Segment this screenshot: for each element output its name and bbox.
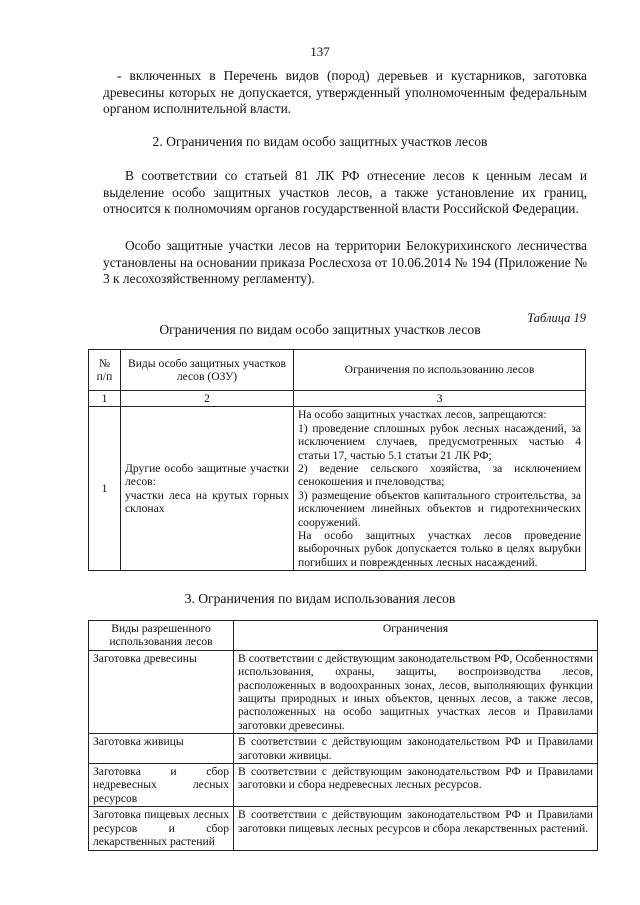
- column-number: 1: [89, 391, 121, 407]
- usage-kind: Заготовка пищевых лесных ресурсов и сбор лекарственных растений: [89, 807, 234, 850]
- header-cell: Виды разрешенного использования лесов: [89, 621, 234, 651]
- restriction-line: 2) ведение сельского хозяйства, за исключением сенокошения и пчеловодства;: [298, 462, 581, 489]
- usage-table: [88, 620, 598, 851]
- header-cell: № п/п: [89, 350, 121, 391]
- header-cell: Виды особо защитных участков лесов (ОЗУ): [121, 350, 294, 391]
- table-row: [89, 407, 586, 571]
- restriction-line: На особо защитных участках лесов, запрещаются:: [298, 408, 547, 422]
- usage-kind: Заготовка живицы: [89, 734, 234, 764]
- usage-kind: Заготовка и сбор недревесных лесных ресурсов: [89, 764, 234, 807]
- row-number: 1: [89, 407, 121, 571]
- table-row: [89, 807, 598, 850]
- restriction-line: 1) проведение сплошных рубок лесных насаждений, за исключением случаев, предусмотренных частью 4 статьи 17, частью 5.1 статьи 21 ЛК РФ;: [298, 421, 581, 462]
- table-header-row: [89, 350, 586, 391]
- usage-restriction: В соответствии с действующим законодательством РФ, Особенностями использования, охраны, защиты, воспроизводства лесов, расположенных в водоохранных зонах, лесов, выполняющих функции защиты природных и иных объектов, ценных лесов, а также лесов, расположенных на особо защитных участках лесов и Правилами заготовки древесины.: [234, 650, 598, 733]
- table-row: [89, 764, 598, 807]
- header-cell: Ограничения по использованию лесов: [294, 350, 586, 391]
- ozu-type: Другие особо защитные участки лесов:: [125, 462, 289, 489]
- section2-paragraph-1: В соответствии со статьей 81 ЛК РФ отнесение лесов к ценным лесам и выделение особо защитных участков лесов, а также установление их границ, относится к полномочиям органов государственной власти Российской Федерации.: [103, 168, 587, 216]
- section2-paragraph-2: Особо защитные участки лесов на территории Белокурихинского лесничества установлены на основании приказа Рослесхоза от 10.06.2014 № 194 (Приложение № 3 к лесохозяйственному регламенту).: [103, 238, 587, 286]
- ozu-table: [88, 349, 586, 571]
- ozu-type-sub: участки леса на крутых горных склонах: [125, 488, 289, 516]
- usage-kind: Заготовка древесины: [89, 650, 234, 733]
- intro-paragraph: - включенных в Перечень видов (пород) деревьев и кустарников, заготовка древесины которых не допускается, утвержденный уполномоченным федеральным органом исполнительной власти.: [103, 68, 587, 116]
- table-label: Таблица 19: [527, 311, 586, 325]
- ozu-type-cell: [121, 407, 294, 571]
- usage-restriction: В соответствии с действующим законодательством РФ и Правилами заготовки и сбора недревесных лесных ресурсов.: [234, 764, 598, 807]
- table-row: [89, 734, 598, 764]
- page-number: 137: [310, 44, 330, 59]
- usage-restriction: В соответствии с действующим законодательством РФ и Правилами заготовки пищевых лесных ресурсов и сбора лекарственных растений.: [234, 807, 598, 850]
- column-number: 3: [294, 391, 586, 407]
- restriction-line: 3) размещение объектов капитального строительства, за исключением линейных объектов и гидротехнических сооружений.: [298, 488, 581, 529]
- usage-restriction: В соответствии с действующим законодательством РФ и Правилами заготовки живицы.: [234, 734, 598, 764]
- table-header-row: [89, 621, 598, 651]
- table-title: Ограничения по видам особо защитных участков лесов: [159, 322, 481, 337]
- section2-heading: 2. Ограничения по видам особо защитных участков лесов: [152, 134, 488, 149]
- header-cell: Ограничения: [234, 621, 598, 651]
- column-number: 2: [121, 391, 294, 407]
- column-number-row: [89, 391, 586, 407]
- section3-heading: 3. Ограничения по видам использования лесов: [184, 591, 456, 606]
- table-row: [89, 650, 598, 733]
- restriction-line: На особо защитных участках лесов проведение выборочных рубок допускается только в целях вырубки погибших и поврежденных лесных насаждений.: [298, 529, 581, 569]
- restrictions-cell: [294, 407, 586, 571]
